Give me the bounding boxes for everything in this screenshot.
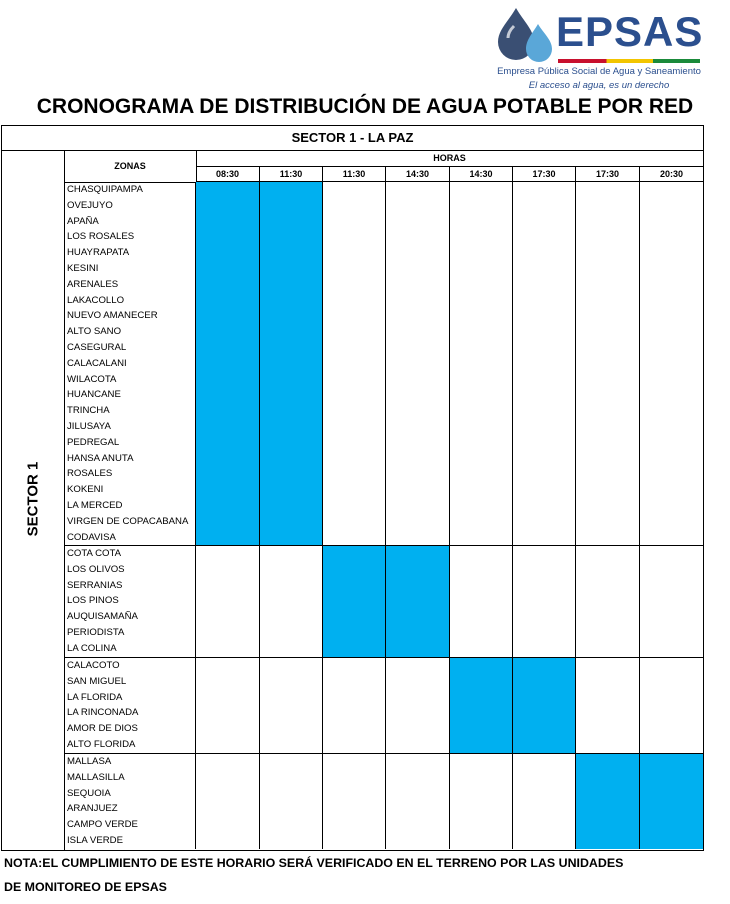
supply-slot <box>260 546 323 657</box>
zone-name: KOKENI <box>67 484 104 496</box>
water-drop-icon <box>494 4 558 64</box>
supply-slot <box>386 658 450 753</box>
zone-name: LAKACOLLO <box>67 294 125 306</box>
zone-name: PEDREGAL <box>67 436 120 448</box>
zone-name: CALACOTO <box>67 660 120 671</box>
zone-group <box>64 754 703 849</box>
zone-name: LA FLORIDA <box>67 691 123 703</box>
zone-name: ARENALES <box>67 278 119 290</box>
supply-slot <box>640 182 703 545</box>
supply-slot <box>323 754 386 849</box>
supply-slot-active <box>386 546 450 657</box>
supply-slot <box>386 182 450 545</box>
supply-slot <box>386 754 450 849</box>
supply-slot-active <box>323 546 386 657</box>
horas-header: HORAS <box>196 150 703 167</box>
supply-slot <box>640 658 703 753</box>
supply-slot-active <box>513 658 576 753</box>
supply-slot <box>323 182 386 545</box>
supply-slot-active <box>576 754 640 849</box>
zone-name: LOS ROSALES <box>67 231 135 243</box>
zone-name: LOS PINOS <box>67 595 119 607</box>
zone-name: AUQUISAMAÑA <box>67 611 138 623</box>
zone-name: ROSALES <box>67 468 113 480</box>
zone-name: MALLASA <box>67 756 112 767</box>
time-column-header: 14:30 <box>386 166 450 182</box>
time-column-header: 20:30 <box>640 166 703 182</box>
zone-name: HUANCANE <box>67 389 121 401</box>
brand-color-bar <box>558 59 700 63</box>
zone-list <box>64 658 196 753</box>
brand-subtitle: Empresa Pública Social de Agua y Saneamiento <box>497 66 701 77</box>
epsas-logo <box>494 4 704 92</box>
zone-name: HANSA ANUTA <box>67 452 134 464</box>
brand-name: EPSAS <box>556 8 704 55</box>
supply-slot-active <box>196 182 260 545</box>
zone-name: ALTO SANO <box>67 326 122 338</box>
zone-name: SEQUOIA <box>67 787 111 799</box>
page-title: CRONOGRAMA DE DISTRIBUCIÓN DE AGUA POTABLE POR RED <box>36 95 694 118</box>
zone-name: VIRGEN DE COPACABANA <box>67 515 189 527</box>
zone-group <box>64 546 703 658</box>
zone-name: ALTO FLORIDA <box>67 738 136 750</box>
supply-slot <box>450 546 513 657</box>
supply-slot <box>576 658 640 753</box>
zone-list <box>64 754 196 849</box>
zone-name: KESINI <box>67 262 99 274</box>
zone-name: WILACOTA <box>67 373 117 385</box>
supply-slot <box>196 658 260 753</box>
supply-slot <box>513 546 576 657</box>
sector-label: SECTOR 1 <box>24 461 42 537</box>
zone-name: OVEJUYO <box>67 199 113 211</box>
zone-name: CAMPO VERDE <box>67 819 138 831</box>
sector-header: SECTOR 1 - LA PAZ <box>2 126 703 151</box>
zone-name: LA COLINA <box>67 642 117 654</box>
supply-slot <box>450 182 513 545</box>
zone-group <box>64 658 703 754</box>
footer-note <box>4 851 724 899</box>
zone-list <box>64 546 196 657</box>
time-column-header: 11:30 <box>260 166 323 182</box>
time-column-header: 11:30 <box>323 166 386 182</box>
supply-slot <box>576 546 640 657</box>
supply-slot <box>323 658 386 753</box>
zone-name: LA MERCED <box>67 499 123 511</box>
supply-slot-active <box>260 182 323 545</box>
zone-name: JILUSAYA <box>67 420 111 432</box>
brand-slogan: El acceso al agua, es un derecho <box>528 80 670 91</box>
note-line: NOTA:EL CUMPLIMIENTO DE ESTE HORARIO SERÁ VERIFICADO EN EL TERRENO POR LAS UNIDADES <box>4 856 624 870</box>
time-column-header: 14:30 <box>450 166 513 182</box>
schedule-table <box>1 125 704 851</box>
supply-slot <box>513 182 576 545</box>
supply-slot-active <box>450 658 513 753</box>
supply-slot <box>196 754 260 849</box>
zone-name: CALACALANI <box>67 357 127 369</box>
supply-slot <box>196 546 260 657</box>
zone-name: NUEVO AMANECER <box>67 310 158 322</box>
zone-name: PERIODISTA <box>67 626 125 638</box>
zone-name: HUAYRAPATA <box>67 247 130 259</box>
zone-name: ISLA VERDE <box>67 834 123 846</box>
time-column-header: 17:30 <box>576 166 640 182</box>
note-line: DE MONITOREO DE EPSAS <box>4 880 167 894</box>
zone-name: CODAVISA <box>67 531 116 543</box>
zone-name: LA RINCONADA <box>67 707 139 719</box>
zone-name: TRINCHA <box>67 405 110 417</box>
time-column-header: 17:30 <box>513 166 576 182</box>
supply-slot-active <box>640 754 703 849</box>
zone-name: ARANJUEZ <box>67 803 118 815</box>
supply-slot <box>640 546 703 657</box>
zone-name: SERRANIAS <box>67 579 123 591</box>
zone-name: COTA COTA <box>67 548 122 559</box>
zone-list <box>64 182 196 545</box>
zone-group <box>64 182 703 546</box>
zone-name: SAN MIGUEL <box>67 675 127 687</box>
supply-slot <box>513 754 576 849</box>
zone-name: LOS OLIVOS <box>67 563 125 575</box>
supply-slot <box>260 658 323 753</box>
zonas-header: ZONAS <box>64 150 197 183</box>
zone-name: AMOR DE DIOS <box>67 723 138 735</box>
supply-slot <box>450 754 513 849</box>
sector-column <box>2 150 65 850</box>
zone-name: CHASQUIPAMPA <box>67 184 143 195</box>
zone-name: CASEGURAL <box>67 341 127 353</box>
zone-name: MALLASILLA <box>67 771 125 783</box>
supply-slot <box>576 182 640 545</box>
zone-name: APAÑA <box>67 215 99 227</box>
supply-slot <box>260 754 323 849</box>
time-column-header: 08:30 <box>196 166 260 182</box>
